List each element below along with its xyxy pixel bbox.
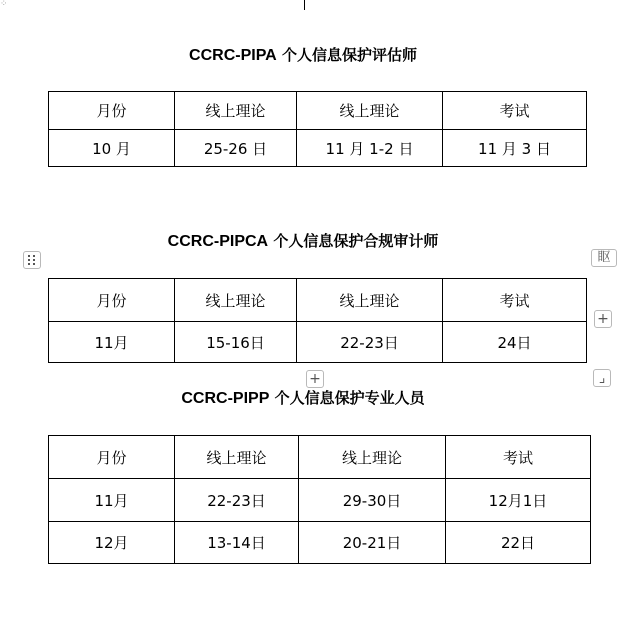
side-tool-button[interactable] xyxy=(591,249,617,267)
title-name: 个人信息保护评估师 xyxy=(276,46,417,64)
header-cell[interactable]: 线上理论 xyxy=(175,436,299,479)
plus-icon: + xyxy=(597,311,609,327)
title-code: CCRC-PIPP xyxy=(181,390,270,407)
header-cell[interactable]: 线上理论 xyxy=(175,279,297,322)
table-row xyxy=(49,322,587,363)
table-cell[interactable]: 15-16日 xyxy=(175,322,297,363)
table-cell[interactable]: 11月 xyxy=(49,479,175,522)
header-cell[interactable]: 线上理论 xyxy=(299,436,446,479)
table-cell[interactable]: 11月 xyxy=(49,322,175,363)
table-cell[interactable]: 10 月 xyxy=(49,130,175,167)
header-cell[interactable]: 月份 xyxy=(49,436,175,479)
title-code: CCRC-PIPA xyxy=(189,47,277,64)
layout-tool-icon: 眍 xyxy=(597,250,611,265)
schedule-table-pipa xyxy=(48,91,587,167)
table-header-row xyxy=(49,92,587,130)
title-code: CCRC-PIPCA xyxy=(167,233,269,250)
add-row-button[interactable] xyxy=(306,370,324,388)
table-row xyxy=(49,479,591,522)
add-column-button[interactable] xyxy=(594,310,612,328)
table-move-handle[interactable] xyxy=(23,251,41,269)
corner-mark-icon: ⁘ xyxy=(0,0,8,9)
table-cell[interactable]: 22-23日 xyxy=(175,479,299,522)
header-cell[interactable]: 考试 xyxy=(443,92,587,130)
header-cell[interactable]: 考试 xyxy=(443,279,587,322)
table-cell[interactable]: 11 月 1-2 日 xyxy=(297,130,443,167)
schedule-table-pipca xyxy=(48,278,587,363)
table-title-pipca xyxy=(0,231,606,252)
header-cell[interactable]: 线上理论 xyxy=(297,92,443,130)
resize-corner-icon: ⌟ xyxy=(598,370,606,386)
table-header-row xyxy=(49,279,587,322)
table-row xyxy=(49,522,591,564)
schedule-table-pipp xyxy=(48,435,591,564)
plus-icon: + xyxy=(309,371,321,387)
table-cell[interactable]: 29-30日 xyxy=(299,479,446,522)
table-title-pipp xyxy=(0,388,606,409)
header-cell[interactable]: 考试 xyxy=(446,436,591,479)
title-name: 个人信息保护合规审计师 xyxy=(268,232,439,250)
table-cell[interactable]: 12月 xyxy=(49,522,175,564)
header-cell[interactable]: 月份 xyxy=(49,92,175,130)
header-cell[interactable]: 线上理论 xyxy=(175,92,297,130)
table-cell[interactable]: 20-21日 xyxy=(299,522,446,564)
table-cell[interactable]: 22-23日 xyxy=(297,322,443,363)
table-cell[interactable]: 11 月 3 日 xyxy=(443,130,587,167)
table-cell[interactable]: 13-14日 xyxy=(175,522,299,564)
drag-dots-icon xyxy=(28,255,36,265)
table-header-row xyxy=(49,436,591,479)
text-cursor xyxy=(304,0,305,10)
table-cell[interactable]: 25-26 日 xyxy=(175,130,297,167)
table-resize-handle[interactable] xyxy=(593,369,611,387)
table-cell[interactable]: 12月1日 xyxy=(446,479,591,522)
table-row xyxy=(49,130,587,167)
header-cell[interactable]: 线上理论 xyxy=(297,279,443,322)
header-cell[interactable]: 月份 xyxy=(49,279,175,322)
table-title-pipa xyxy=(0,45,606,66)
title-name: 个人信息保护专业人员 xyxy=(269,389,425,407)
table-cell[interactable]: 22日 xyxy=(446,522,591,564)
table-cell[interactable]: 24日 xyxy=(443,322,587,363)
